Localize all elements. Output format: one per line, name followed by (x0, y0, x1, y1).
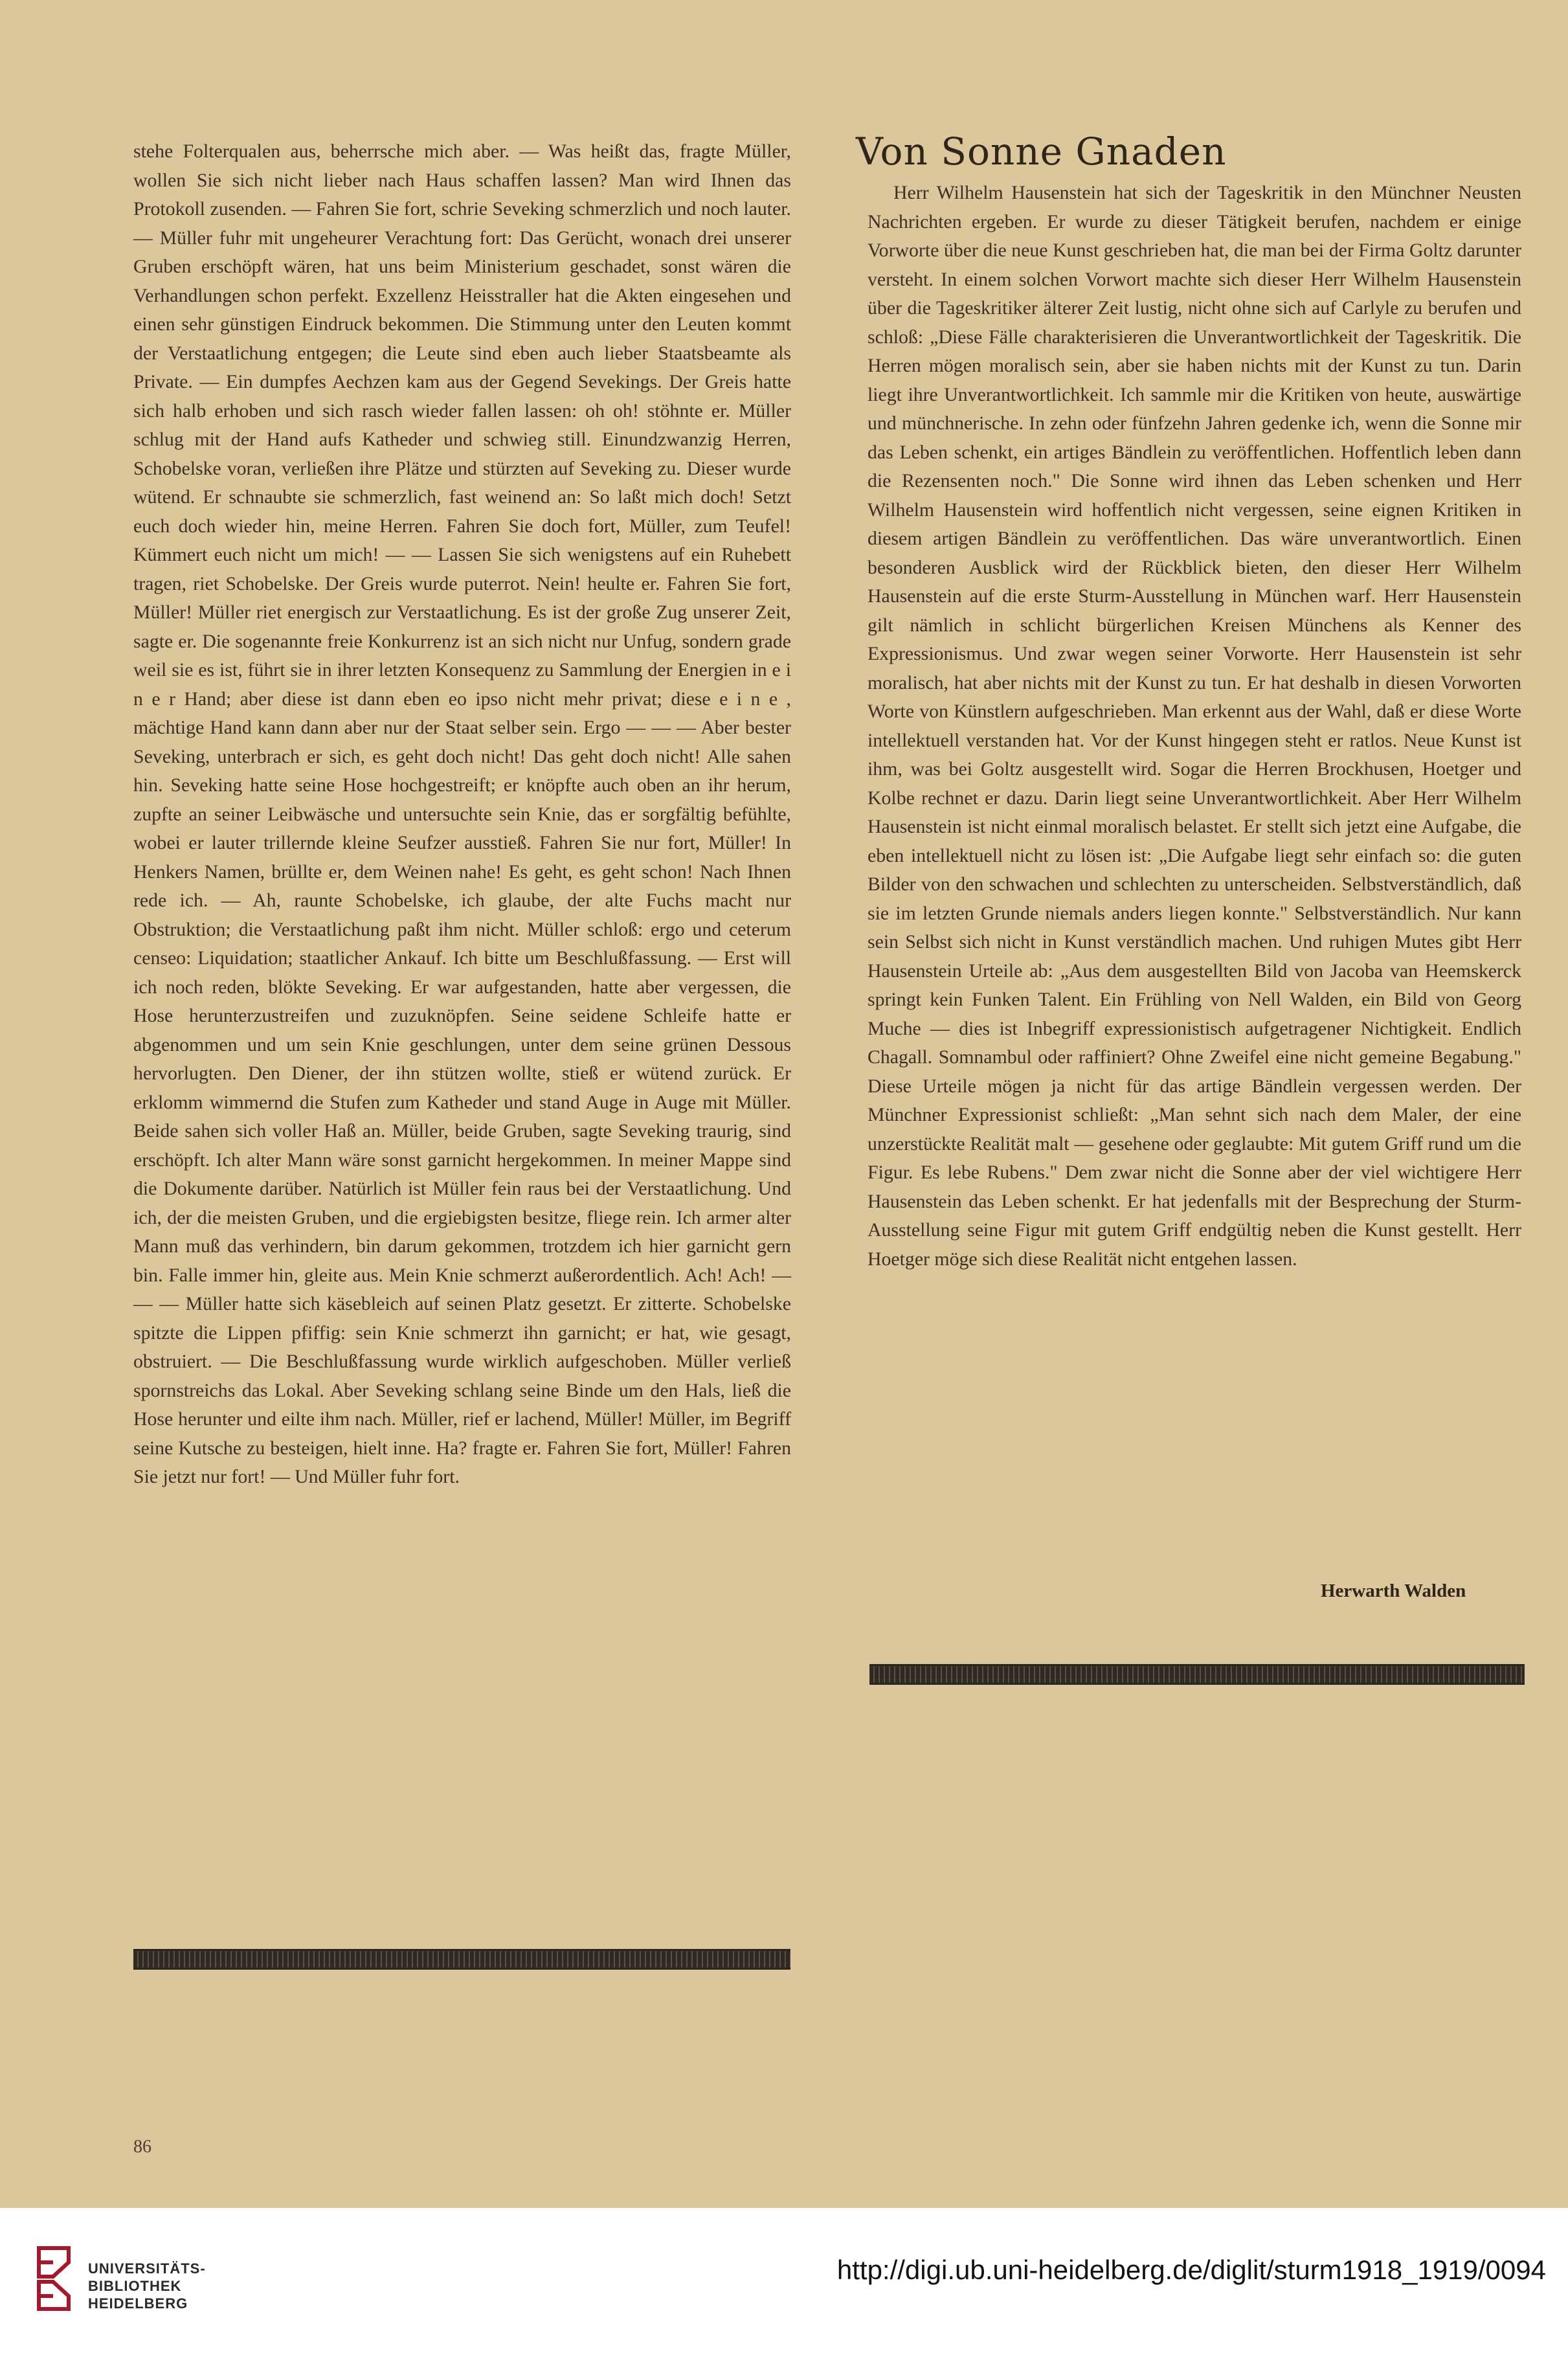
page-number: 86 (133, 2137, 151, 2157)
university-library-logo-icon (34, 2243, 74, 2314)
decorative-rule-left (133, 1949, 790, 1970)
left-column (133, 137, 791, 1492)
library-footer (0, 2208, 1568, 2353)
library-name-line1: UNIVERSITÄTS- (88, 2260, 206, 2277)
decorative-rule-right (869, 1664, 1525, 1685)
author-signature: Herwarth Walden (1321, 1581, 1466, 1601)
article-body: Herr Wilhelm Hausenstein hat sich der Tageskritik in den Münchner Neusten Nachrichten ergeben. Er wurde zu dieser Tätigkeit berufen, nachdem er einige Vorworte über die neue Kunst geschrieben hat, die man bei der Firma Goltz darunter versteht. In einem solchen Vorwort machte sich dieser Herr Wilhelm Hausenstein über die Tageskritiker älterer Zeit lustig, nicht ohne sich auf Carlyle zu berufen und schloß: „Diese Fälle charakterisieren die Unverantwortlichkeit der Tageskritik. Die Herren mögen moralisch sein, aber sie haben nichts mit der Kunst zu tun. Darin liegt ihre Unverantwortlichkeit. Ich sammle mir die Kritiken von heute, auswärtige und münchnerische. In zehn oder fünfzehn Jahren gedenke ich, wenn die Sonne mir das Leben schenkt, ein artiges Bändlein zu veröffentlichen. Hoffentlich leben dann die Rezensenten noch." Die Sonne wird ihnen das Leben schenken und Herr Wilhelm Hausenstein wird hoffentlich nicht vergessen, seine eignen Kritiken in diesem artigen Bändlein zu veröffentlichen. Das wäre unverantwortlich. Einen besonderen Ausblick wird der Rückblick bieten, den dieser Herr Wilhelm Hausenstein auf die erste Sturm-Ausstellung in München warf. Herr Hausenstein gilt nämlich in schlicht bürgerlichen Kreisen Münchens als Kenner des Expressionismus. Und zwar wegen seiner Vorworte. Herr Hausenstein ist sehr moralisch, hat aber nichts mit der Kunst zu tun. Er hat deshalb in diesen Vorworten Worte von Künstlern aufgeschrieben. Man erkennt aus der Wahl, daß er diese Worte intellektuell verstanden hat. Vor der Kunst hingegen steht er ratlos. Neue Kunst ist ihm, was bei Goltz ausgestellt wird. Sogar die Herren Brockhusen, Hoetger und Kolbe rechnet er dazu. Darin liegt seine Unverantwortlichkeit. Aber Herr Wilhelm Hausenstein ist nicht einmal moralisch belastet. Er stellt sich jetzt eine Aufgabe, die eben intellektuell nicht zu lösen ist: „Die Aufgabe liegt sehr einfach so: die guten Bilder von den schwachen und schlechten zu unterscheiden. Selbstverständlich, daß sie im letzten Grunde niemals anders liegen konnte." Selbstverständlich. Nur kann sein Selbst sich nicht in Kunst verständlich machen. Und ruhigen Mutes gibt Herr Hausenstein Urteile ab: „Aus dem ausgestellten Bild von Jacoba van Heemskerck springt kein Funken Talent. Ein Frühling von Nell Walden, ein Bild von Georg Muche — dies ist Inbegriff expressionistisch aufgetragener Nichtigkeit. Endlich Chagall. Somnambul oder raffiniert? Ohne Zweifel eine nicht gemeine Begabung." Diese Urteile mögen ja nicht für das artige Bändlein vergessen werden. Der Münchner Expressionist schließt: „Man sehnt sich nach dem Maler, der eine unzerstückte Realität malt — gesehene oder geglaubte: Mit gutem Griff rund um die Figur. Es lebe Rubens." Dem zwar nicht die Sonne aber der viel wichtigere Herr Hausenstein das Leben schenkt. Er hat jedenfalls mit der Besprechung der Sturm-Ausstellung seine Figur mit gutem Griff endgültig neben die Kunst gestellt. Herr Hoetger möge sich diese Realität nicht entgehen lassen. (868, 182, 1521, 1270)
library-name-line2: BIBLIOTHEK (88, 2278, 182, 2294)
library-name (88, 2260, 206, 2312)
continuation-text: stehe Folterqualen aus, beherrsche mich aber. — Was heißt das, fragte Müller, wollen Sie sich nicht lieber nach Haus schaffen lassen? Man wird Ihnen das Protokoll zusenden. — Fahren Sie fort, schrie Seveking schmerzlich und noch lauter. — Müller fuhr mit ungeheurer Verachtung fort: Das Gerücht, wonach drei unserer Gruben erschöpft wären, hat uns beim Ministerium geschadet, sonst wären die Verhandlungen schon perfekt. Exzellenz Heisstraller hat die Akten eingesehen und einen sehr günstigen Eindruck bekommen. Die Stimmung unter den Leuten kommt der Verstaatlichung entgegen; die Leute sind eben auch lieber Staatsbeamte als Private. — Ein dumpfes Aechzen kam aus der Gegend Sevekings. Der Greis hatte sich halb erhoben und sich rasch wieder fallen lassen: oh oh! stöhnte er. Müller schlug mit der Hand aufs Katheder und schwieg still. Einundzwanzig Herren, Schobelske voran, verließen ihre Plätze und stürzten auf Seveking zu. Dieser wurde wütend. Er schnaubte sie schmerzlich, fast weinend an: So laßt mich doch! Setzt euch doch wieder hin, meine Herren. Fahren Sie doch fort, Müller, zum Teufel! Kümmert euch nicht um mich! — — Lassen Sie sich wenigstens auf ein Ruhebett tragen, riet Schobelske. Der Greis wurde puterrot. Nein! heulte er. Fahren Sie fort, Müller! Müller riet energisch zur Verstaatlichung. Es ist der große Zug unserer Zeit, sagte er. Die sogenannte freie Konkurrenz ist an sich nicht nur Unfug, sondern grade weil sie es ist, führt sie in ihrer letzten Konsequenz zu Sammlung der Energien in e i n e r Hand; aber diese ist dann eben eo ipso nicht mehr privat; diese e i n e , mächtige Hand kann dann aber nur der Staat selber sein. Ergo — — — Aber bester Seveking, unterbrach er sich, es geht doch nicht! Das geht doch nicht! Alle sahen hin. Seveking hatte seine Hose hochgestreift; er knöpfte auch oben an ihr herum, zupfte an seiner Leibwäsche und untersuchte sein Knie, das er sorgfältig befühlte, wobei er lauter trillernde kleine Seufzer ausstieß. Fahren Sie nur fort, Müller! In Henkers Namen, brüllte er, dem Weinen nahe! Es geht, es geht schon! Nach Ihnen rede ich. — Ah, raunte Schobelske, ich glaube, der alte Fuchs macht nur Obstruktion; die Verstaatlichung paßt ihm nicht. Müller schloß: ergo und ceterum censeo: Liquidation; staatlicher Ankauf. Ich bitte um Beschlußfassung. — Erst will ich noch reden, blökte Seveking. Er war aufgestanden, hatte aber vergessen, die Hose herunterzustreifen und zuzuknöpfen. Seine seidene Schleife hatte er abgenommen und um sein Knie geschlungen, unter dem seine grünen Dessous hervorlugten. Den Diener, der ihn stützen wollte, stieß er wütend zurück. Er erklomm wimmernd die Stufen zum Katheder und stand Auge in Auge mit Müller. Beide sahen sich voller Haß an. Müller, beide Gruben, sagte Seveking traurig, sind erschöpft. Ich alter Mann wäre sonst garnicht hergekommen. In meiner Mappe sind die Dokumente darüber. Natürlich ist Müller fein raus bei der Verstaatlichung. Und ich, der die meisten Gruben, und die ergiebigsten besitze, fliege rein. Ich armer alter Mann muß das verhindern, bin darum gekommen, trotzdem ich hier garnicht gern bin. Falle immer hin, gleite aus. Mein Knie schmerzt außerordentlich. Ach! Ach! — — — Müller hatte sich käsebleich auf seinen Platz gesetzt. Er zitterte. Schobelske spitzte die Lippen pfiffig: sein Knie schmerzt ihn garnicht; er hat, wie gesagt, obstruiert. — Die Beschlußfassung wurde wirklich aufgeschoben. Müller verließ spornstreichs das Lokal. Aber Seveking schlang seine Binde um den Hals, ließ die Hose herunter und eilte ihm nach. Müller, rief er lachend, Müller! Müller, im Begriff seine Kutsche zu besteigen, hielt inne. Ha? fragte er. Fahren Sie fort, Müller! Fahren Sie jetzt nur fort! — Und Müller fuhr fort. (133, 141, 791, 1487)
library-name-line3: HEIDELBERG (88, 2295, 188, 2312)
source-url-link[interactable]: http://digi.ub.uni-heidelberg.de/diglit/sturm1918_1919/0094 (836, 2255, 1546, 2285)
right-column (868, 179, 1521, 1274)
article-heading: Von Sonne Gnaden (856, 129, 1227, 174)
